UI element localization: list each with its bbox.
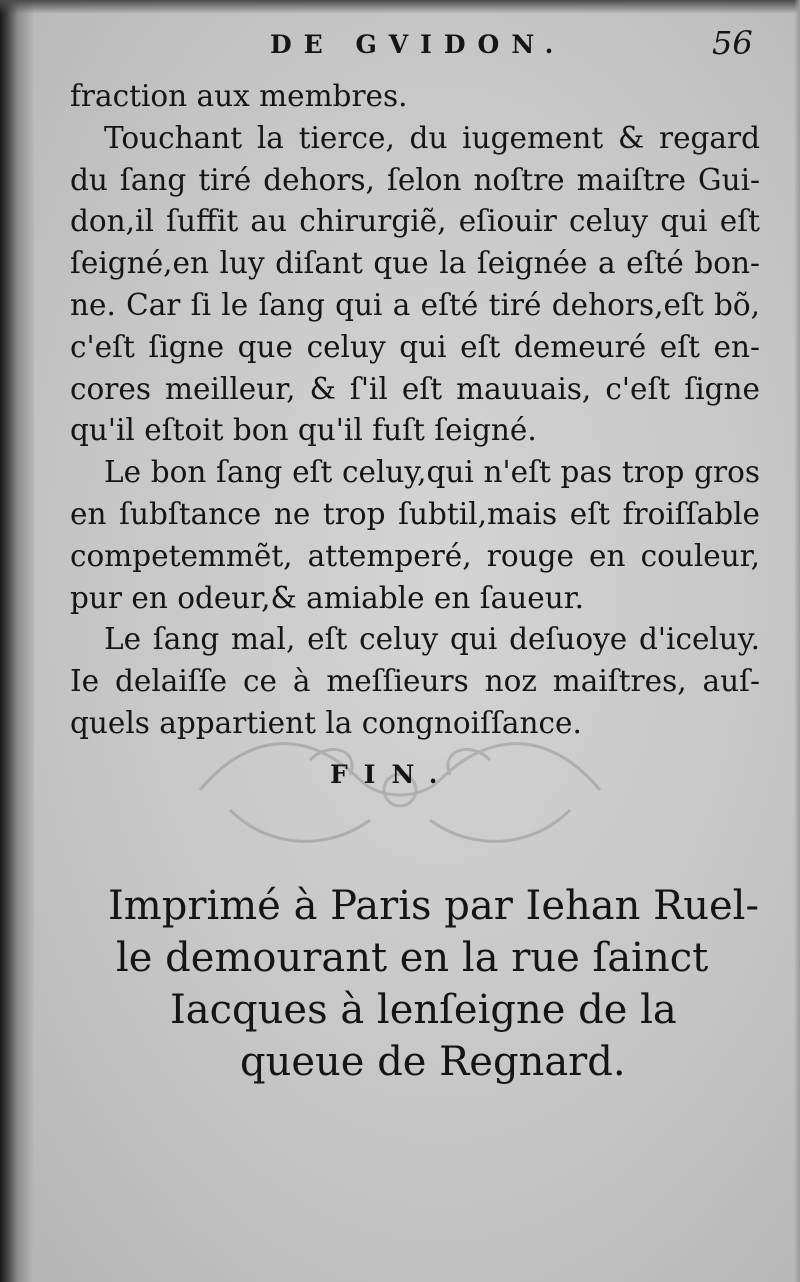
colophon-line: Iacques à lenſeigne de la [170,987,677,1033]
text-line: Le ſang mal, eſt celuy qui deſuoye d'iceluy. [104,622,760,657]
colophon-line: Imprimé à Paris par Iehan Ruel- [108,883,759,929]
colophon [60,880,780,1088]
binding-gutter [0,0,34,1282]
text-line: c'eſt ſigne que celuy qui eſt demeuré eſt en- [70,329,760,364]
text-line: Touchant la tierce, du iugement & regard [104,120,760,155]
text-line: pur en odeur,& amiable en ſaueur. [70,580,584,615]
fin-marker: FIN. [330,760,454,789]
text-line: qu'il eſtoit bon qu'il fuſt ſeigné. [70,413,537,448]
page-top-shadow [0,0,800,14]
text-line: Le bon ſang eſt celuy,qui n'eſt pas trop gros [104,455,760,490]
page-right-edge [794,0,800,1282]
text-line: en ſubſtance ne trop ſubtil,mais eſt froiſſable [70,496,760,531]
text-line: competemmẽt, attemperé, rouge en couleur, [70,538,760,573]
text-line: quels appartient la congnoiſſance. [70,705,582,740]
text-line: ne. Car ſi le ſang qui a eſté tiré dehors,eſt bõ, [70,287,760,322]
running-head: DE GVIDON. [270,30,566,59]
text-line: ſeigné,en luy diſant que la ſeignée a eſté bon- [70,246,760,281]
text-line: fraction aux membres. [70,79,408,113]
colophon-line: le demourant en la rue ſainct [116,935,709,981]
text-line: don,il ſuffit au chirurgiẽ, eſiouir celuy qui eſt [70,204,760,239]
colophon-line: queue de Regnard. [240,1039,626,1085]
page-number: 56 [712,24,753,62]
text-line: cores meilleur, & ſ'il eſt mauuais, c'eſt ſigne [70,371,760,406]
text-line: Ie delaiſſe ce à meſſieurs noz maiſtres, auſ- [70,664,760,699]
text-line: du ſang tiré dehors, ſelon noſtre maiſtre Gui- [70,162,760,197]
body-text [70,76,760,745]
